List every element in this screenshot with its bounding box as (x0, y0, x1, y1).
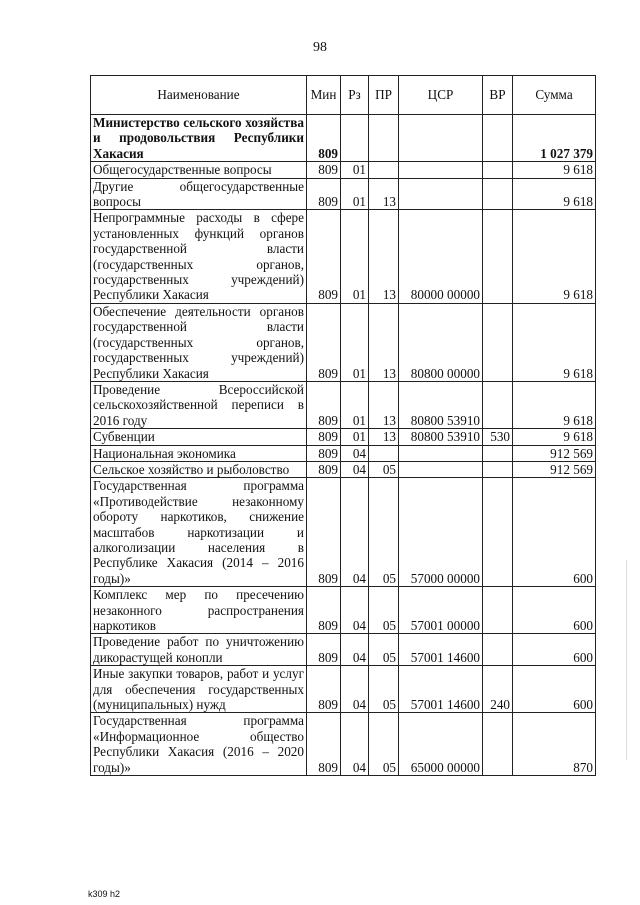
row-rz: 04 (341, 478, 369, 587)
row-sum: 9 618 (513, 178, 596, 210)
row-csr: 80000 00000 (399, 210, 483, 303)
row-vr (483, 587, 513, 634)
row-vr (483, 210, 513, 303)
row-name: Сельское хозяйство и рыболовство (91, 461, 307, 477)
row-vr (483, 713, 513, 776)
header-min: Мин (307, 76, 341, 115)
table-row (91, 210, 596, 303)
row-sum: 600 (513, 587, 596, 634)
table-row (91, 178, 596, 210)
row-min: 809 (307, 461, 341, 477)
row-sum: 912 569 (513, 445, 596, 461)
row-sum: 870 (513, 713, 596, 776)
budget-table (90, 75, 596, 776)
row-min: 809 (307, 445, 341, 461)
row-csr (399, 115, 483, 162)
row-csr: 80800 53910 (399, 429, 483, 445)
row-rz: 04 (341, 666, 369, 713)
row-sum: 9 618 (513, 381, 596, 428)
row-pr (369, 445, 399, 461)
row-sum: 600 (513, 634, 596, 666)
row-vr (483, 303, 513, 381)
page-number: 98 (313, 40, 327, 55)
row-pr (369, 162, 399, 178)
row-rz: 01 (341, 210, 369, 303)
row-rz: 04 (341, 713, 369, 776)
row-name: Другие общегосударственные вопросы (91, 178, 307, 210)
row-pr: 13 (369, 210, 399, 303)
row-min: 809 (307, 162, 341, 178)
row-vr (483, 381, 513, 428)
row-pr (369, 115, 399, 162)
row-vr (483, 461, 513, 477)
row-rz: 01 (341, 381, 369, 428)
row-rz: 01 (341, 178, 369, 210)
table-row (91, 634, 596, 666)
row-csr (399, 445, 483, 461)
row-pr: 05 (369, 587, 399, 634)
row-name: Министерство сельского хозяйства и продовольствия Республики Хакасия (91, 115, 307, 162)
row-pr: 13 (369, 178, 399, 210)
row-vr: 530 (483, 429, 513, 445)
row-vr (483, 115, 513, 162)
header-vr: ВР (483, 76, 513, 115)
row-min: 809 (307, 303, 341, 381)
row-rz: 04 (341, 461, 369, 477)
table-row (91, 115, 596, 162)
table-row (91, 666, 596, 713)
row-name: Проведение Всероссийской сельскохозяйственной переписи в 2016 году (91, 381, 307, 428)
row-rz: 01 (341, 303, 369, 381)
row-min: 809 (307, 478, 341, 587)
row-vr (483, 478, 513, 587)
table-row (91, 713, 596, 776)
row-name: Государственная программа «Информационное общество Республики Хакасия (2016 – 2020 годы)» (91, 713, 307, 776)
row-name: Субвенции (91, 429, 307, 445)
row-min: 809 (307, 210, 341, 303)
header-pr: ПР (369, 76, 399, 115)
row-rz: 01 (341, 429, 369, 445)
header-name: Наименование (91, 76, 307, 115)
row-csr: 80800 00000 (399, 303, 483, 381)
table-row (91, 587, 596, 634)
row-name: Государственная программа «Противодействие незаконному обороту наркотиков, снижение масштабов наркотизации и алкоголизации населения в Республике Хакасия (2014 – 2016 годы)» (91, 478, 307, 587)
row-name: Обеспечение деятельности органов государственной власти (государственных органов, государственных учреждений) Республики Хакасия (91, 303, 307, 381)
row-sum: 1 027 379 (513, 115, 596, 162)
row-min: 809 (307, 381, 341, 428)
row-vr (483, 178, 513, 210)
row-sum: 912 569 (513, 461, 596, 477)
row-min: 809 (307, 587, 341, 634)
scan-edge-mark (626, 560, 627, 760)
row-pr: 13 (369, 303, 399, 381)
row-sum: 9 618 (513, 210, 596, 303)
row-pr: 05 (369, 713, 399, 776)
row-sum: 9 618 (513, 162, 596, 178)
header-rz: Рз (341, 76, 369, 115)
row-csr: 65000 00000 (399, 713, 483, 776)
table-row (91, 461, 596, 477)
row-min: 809 (307, 115, 341, 162)
row-vr (483, 634, 513, 666)
row-sum: 600 (513, 478, 596, 587)
row-csr: 57001 14600 (399, 634, 483, 666)
row-pr: 05 (369, 461, 399, 477)
row-csr: 57000 00000 (399, 478, 483, 587)
row-vr: 240 (483, 666, 513, 713)
table-row (91, 381, 596, 428)
row-name: Комплекс мер по пресечению незаконного распространения наркотиков (91, 587, 307, 634)
row-rz: 04 (341, 445, 369, 461)
header-csr: ЦСР (399, 76, 483, 115)
row-name: Национальная экономика (91, 445, 307, 461)
row-sum: 9 618 (513, 429, 596, 445)
row-pr: 13 (369, 429, 399, 445)
row-csr (399, 178, 483, 210)
row-rz: 04 (341, 587, 369, 634)
table-row (91, 478, 596, 587)
footer-code: k309 h2 (88, 889, 121, 899)
row-min: 809 (307, 666, 341, 713)
row-vr (483, 162, 513, 178)
row-name: Проведение работ по уничтожению дикорастущей конопли (91, 634, 307, 666)
row-csr (399, 162, 483, 178)
row-min: 809 (307, 178, 341, 210)
row-min: 809 (307, 429, 341, 445)
row-csr: 57001 14600 (399, 666, 483, 713)
table-row (91, 303, 596, 381)
row-name: Непрограммные расходы в сфере установленных функций органов государственной власти (государственных органов, государственных учреждений) Республики Хакасия (91, 210, 307, 303)
row-pr: 05 (369, 666, 399, 713)
header-sum: Сумма (513, 76, 596, 115)
table-row (91, 445, 596, 461)
row-vr (483, 445, 513, 461)
row-csr: 57001 00000 (399, 587, 483, 634)
row-sum: 9 618 (513, 303, 596, 381)
row-pr: 05 (369, 634, 399, 666)
row-min: 809 (307, 713, 341, 776)
table-header-row (91, 76, 596, 115)
row-csr: 80800 53910 (399, 381, 483, 428)
row-pr: 05 (369, 478, 399, 587)
table-row (91, 429, 596, 445)
row-rz (341, 115, 369, 162)
row-name: Иные закупки товаров, работ и услуг для обеспечения государственных (муниципальных) нужд (91, 666, 307, 713)
row-pr: 13 (369, 381, 399, 428)
row-name: Общегосударственные вопросы (91, 162, 307, 178)
row-rz: 01 (341, 162, 369, 178)
row-rz: 04 (341, 634, 369, 666)
row-sum: 600 (513, 666, 596, 713)
row-csr (399, 461, 483, 477)
row-min: 809 (307, 634, 341, 666)
table-row (91, 162, 596, 178)
